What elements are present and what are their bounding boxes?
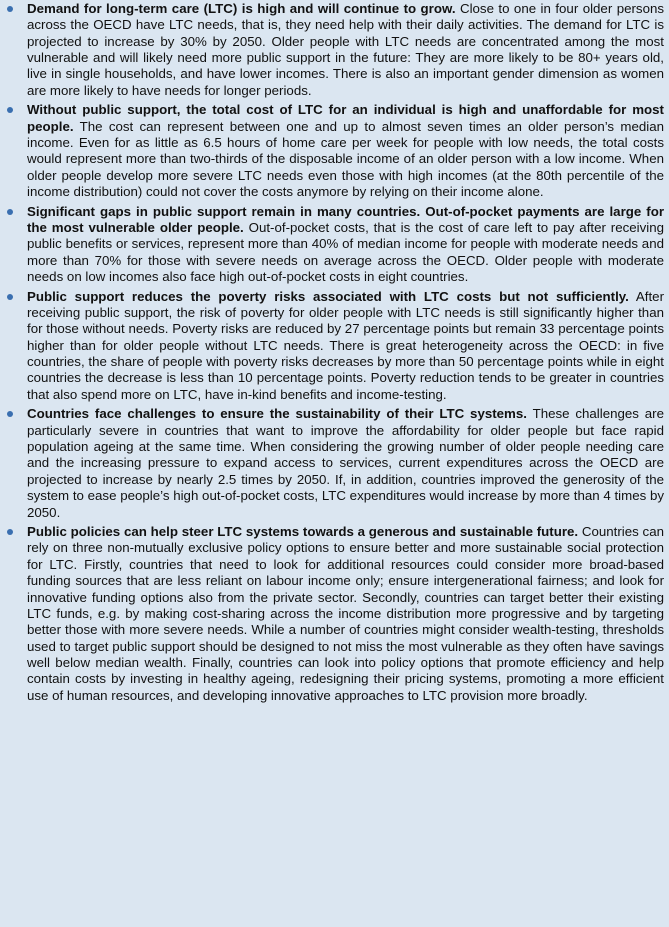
finding-item	[5, 289, 664, 403]
finding-item	[5, 406, 664, 520]
finding-lead: Without public support, the total cost of LTC for an individual is high and unaffordable for most people.	[27, 102, 664, 134]
bullet-icon	[7, 294, 13, 300]
finding-body: The cost can represent between one and up to almost seven times an older person’s median income. Even for as little as 6.5 hours of home care per week for people with low needs, the total costs would represent more than two-thirds of the disposable income of an older person with a low income. When older people develop more severe LTC needs even those with high incomes (at the 80th percentile of the income distribution) could not cover the costs anymore by relying on their income alone.	[27, 118, 664, 200]
bullet-icon	[7, 107, 13, 113]
finding-lead: Significant gaps in public support remain in many countries. Out-of-pocket payments are large for the most vulnerable older people.	[27, 203, 664, 236]
finding-item	[5, 204, 664, 286]
finding-item	[5, 1, 664, 99]
finding-body: Out-of-pocket costs, that is the cost of care left to pay after receiving public benefits or services, represent more than 40% of median income for people with moderate needs and more than 70% for those with severe needs on average across the OECD. Older people with moderate needs on low incomes also face high out-of-pocket costs in eight countries.	[27, 220, 664, 285]
finding-body: These challenges are particularly severe in countries that want to improve the affordability for older people but face rapid population ageing at the same time. When considering the growing number of older people needing care and the increasing pressure to expand access to services, current expenditures across the OECD are projected to increase by nearly 2.5 times by 2050. If, in addition, countries improved the generosity of the system to ease people’s high out-of-pocket costs, LTC expenditures would increase by more than 4 times by 2050.	[27, 406, 664, 520]
finding-lead: Public policies can help steer LTC systems towards a generous and sustainable future.	[27, 524, 579, 540]
finding-item	[5, 524, 664, 704]
bullet-icon	[7, 209, 13, 215]
findings-list	[5, 1, 664, 704]
finding-body: Close to one in four older persons across the OECD have LTC needs, that is, they need help with their daily activities. The demand for LTC is projected to increase by 30% by 2050. Older people with LTC needs are concentrated among the most vulnerable and will likely need more public support in the future: They are more likely to be 80+ years old, live in single households, and have lower incomes. There is also an important gender dimension as women are more likely to have needs for longer periods.	[27, 1, 665, 98]
finding-body: Countries can rely on three non-mutually exclusive policy options to ensure better and more sustainable social protection for LTC. Firstly, countries that need to look for additional resources could consider more broad-based funding sources that are less reliant on labour income only; ensure intergenerational fairness; and look for innovative funding options also from the private sector. Secondly, countries can target better their existing LTC funds, e.g. by making cost-sharing across the income distribution more progressive and by targeting better those with more severe needs. While a number of countries might consider wealth-testing, thresholds used to target public support should be designed to not miss the most vulnerable as they often have savings well below median wealth. Finally, countries can look into policy options that promote efficiency and help contain costs by investing in healthy ageing, redesigning their pricing systems, promoting a more efficient use of human resources, and developing innovative approaches to LTC provision more broadly.	[27, 524, 664, 703]
bullet-icon	[7, 529, 13, 535]
finding-body: After receiving public support, the risk of poverty for older people with LTC needs is still significantly higher than for those without needs. Poverty risks are reduced by 27 percentage points but remain 33 percentage points higher than for older people without LTC needs. There is great heterogeneity across the OECD: in five countries, the share of people with poverty risks decreases by more than 50 percentage points while in eight countries the decrease is less than 10 percentage points. Poverty reduction tends to be greater in countries that also spend more on LTC, have in-kind benefits and income-testing.	[27, 288, 664, 402]
bullet-icon	[7, 411, 13, 417]
finding-lead: Demand for long-term care (LTC) is high and will continue to grow.	[27, 1, 456, 16]
finding-item	[5, 102, 664, 200]
bullet-icon	[7, 6, 13, 12]
finding-lead: Public support reduces the poverty risks associated with LTC costs but not sufficiently.	[27, 288, 629, 304]
finding-lead: Countries face challenges to ensure the sustainability of their LTC systems.	[27, 406, 527, 422]
